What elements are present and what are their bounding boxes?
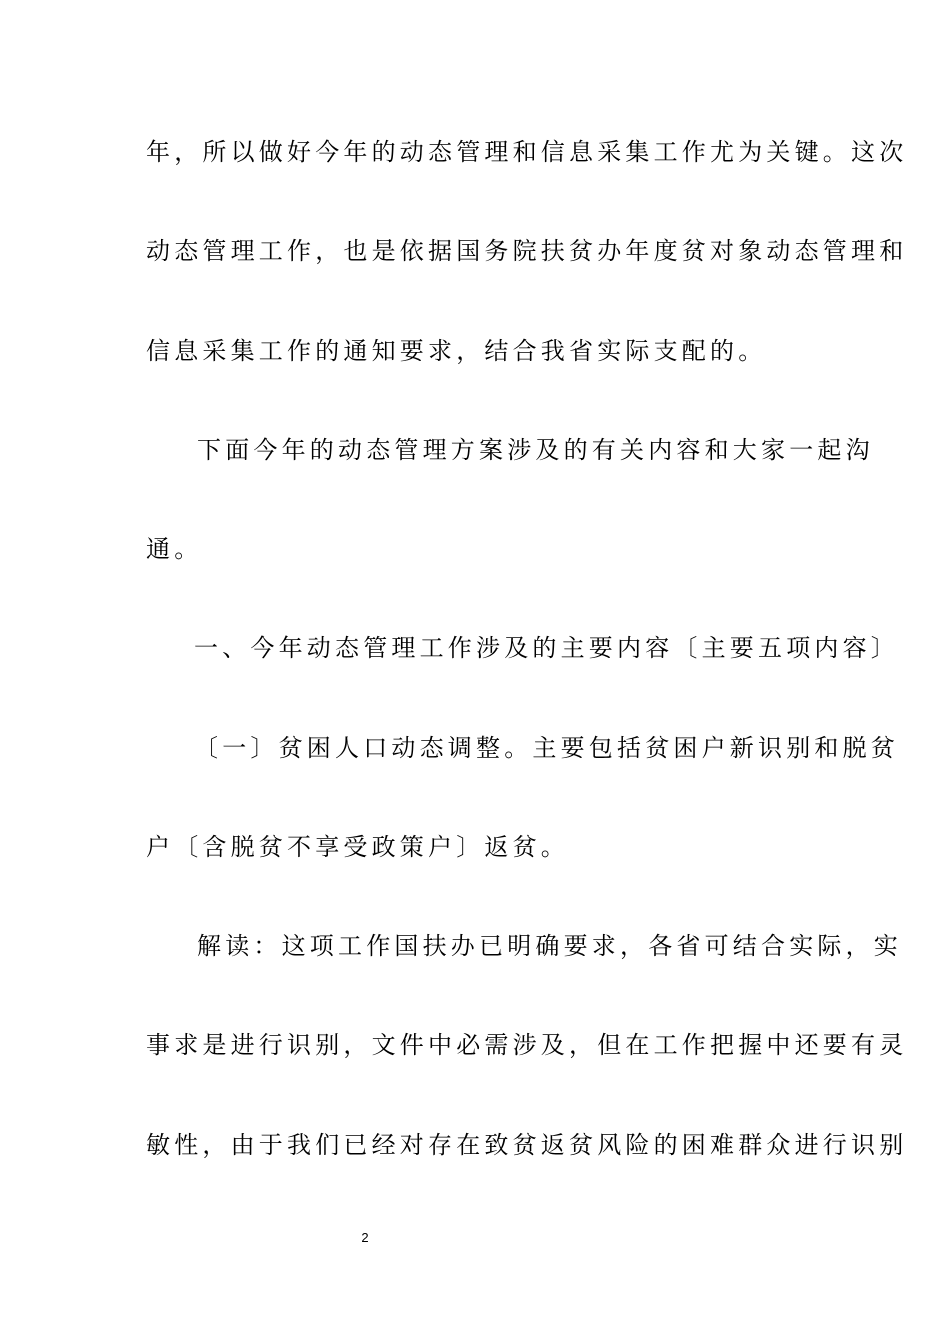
interpretation-line-3: 敏性，由于我们已经对存在致贫返贫风险的困难群众进行识别 (146, 1131, 908, 1159)
section-heading: 一、今年动态管理工作涉及的主要内容〔主要五项内容〕 (194, 634, 899, 662)
body-text-line-1: 年，所以做好今年的动态管理和信息采集工作尤为关键。这次 (146, 138, 908, 166)
body-text-line-3: 信息采集工作的通知要求，结合我省实际支配的。 (146, 337, 767, 365)
interpretation-line-2: 事求是进行识别，文件中必需涉及，但在工作把握中还要有灵 (146, 1031, 908, 1059)
subsection-line-1: 〔一〕贫困人口动态调整。主要包括贫困户新识别和脱贫 (194, 734, 899, 762)
paragraph-line-2: 通。 (146, 535, 203, 563)
paragraph-line-1: 下面今年的动态管理方案涉及的有关内容和大家一起沟 (197, 436, 874, 464)
page-number: 2 (361, 1230, 369, 1245)
body-text-line-2: 动态管理工作，也是依据国务院扶贫办年度贫对象动态管理和 (146, 237, 908, 265)
interpretation-line-1: 解读：这项工作国扶办已明确要求，各省可结合实际，实 (197, 932, 902, 960)
subsection-line-2: 户〔含脱贫不享受政策户〕返贫。 (146, 833, 569, 861)
